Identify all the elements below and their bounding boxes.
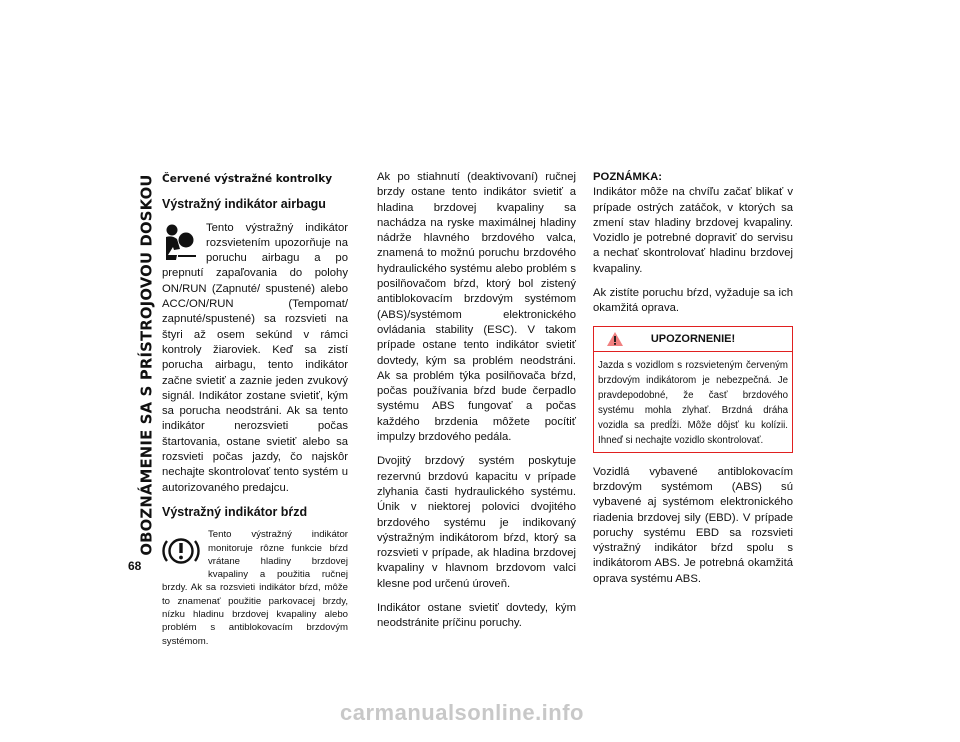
column-2 bbox=[377, 170, 576, 641]
brake-text: Tento výstražný indikátor monitoruje rôzne funkcie bŕzd vrátane hladiny brzdovej kvapaliny a použitia ručnej brzdy. Ak sa rozsvieti indikátor bŕzd, môže to znamenať použitie parkovacej brzdy, nízku hladinu brzdovej kvapaliny alebo problém s antiblokovacím brzdovým systémom. bbox=[162, 529, 348, 647]
column-1 bbox=[162, 170, 348, 657]
section-heading: Červené výstražné kontrolky bbox=[162, 173, 333, 185]
paragraph: Indikátor ostane svietiť dovtedy, kým neodstránite príčinu poruchy. bbox=[377, 602, 576, 630]
warning-title: UPOZORNENIE! bbox=[650, 332, 736, 345]
paragraph: Ak zistíte poruchu bŕzd, vyžaduje sa ich okamžitá oprava. bbox=[593, 287, 793, 315]
side-chapter-title bbox=[132, 175, 162, 555]
brake-warning-icon bbox=[162, 534, 200, 568]
paragraph: Vozidlá vybavené antiblokovacím brzdovým systémom (ABS) sú vybavené aj systémom elektronického riadenia brzdovej sily (EBD). V prípade poruchy systému EBD sa rozsvieti výstražný indikátor bŕzd spolu s indikátorom ABS. Je potrebná okamžitá oprava systému ABS. bbox=[593, 465, 793, 585]
page-number: 68 bbox=[128, 559, 142, 573]
brake-heading: Výstražný indikátor bŕzd bbox=[162, 504, 308, 519]
airbag-icon bbox=[162, 223, 198, 263]
note-title: POZNÁMKA: bbox=[593, 171, 663, 183]
warning-box bbox=[593, 326, 793, 453]
airbag-heading: Výstražný indikátor airbagu bbox=[162, 197, 326, 212]
note-text: Indikátor môže na chvíľu začať blikať v prípade ostrých zatáčok, v ktorých sa zmení stav hladiny brzdovej kvapaliny. Vozidlo je potrebné dopraviť do servisu a nechať skontrolovať hladinu brzdovej kvapaliny. bbox=[593, 186, 793, 275]
warning-header bbox=[594, 327, 792, 352]
warning-text: Jazda s vozidlom s rozsvieteným červeným brzdovým indikátorom je nebezpečná. Je pravdepodobné, že časť brzdového systému mohla zlyhať. Brzdná dráha vozidla sa predĺži. Môže dôjsť ku kolízii. Ihneď si nechajte vozidlo skontrolovať. bbox=[598, 359, 788, 446]
airbag-text: Tento výstražný indikátor rozsvietením upozorňuje na poruchu airbagu a po prepnutí zapaľovania do polohy ON/RUN (Zapnuté/ spustené) alebo ACC/ON/RUN (Tempomat/ zapnuté/spustené) sa rozsvieti na štyri až osem sekúnd v rámci kontroly žiaroviek. Keď sa zistí porucha airbagu, tento indikátor začne svietiť a zaznie jeden zvukový signál. Indikátor zostane svietiť, kým sa porucha neodstráni. Ak sa tento indikátor nerozsvieti počas štartovania, ostane svietiť alebo sa rozsvieti počas jazdy, čo najskôr nechajte skontrolovať tento systém u autorizovaného predajcu. bbox=[162, 221, 348, 494]
paragraph: Ak po stiahnutí (deaktivovaní) ručnej brzdy ostane tento indikátor svietiť a hladina brzdovej kvapaliny sa nachádza na ryske maximálnej hladiny nádrže hlavného brzdového valca, znamená to možnú poruchu brzdového hydraulického systému alebo problém s posilňovačom bŕzd, ktorý bol zistený antiblokovacím brzdovým systémom (ABS)/systémom elektronického ovládania stability (ESC). V takom prípade ostane tento indikátor svietiť dovtedy, kým sa problém neodstráni. Ak sa problém týka posilňovača bŕzd, počas používania bŕzd bude čerpadlo systému ABS fungovať a počas každého brzdenia môžete pocítiť impulzy brzdového pedála. bbox=[377, 171, 576, 444]
side-chapter-title-text: OBOZNÁMENIE SA S PRÍSTROJOVOU DOSKOU bbox=[138, 174, 156, 556]
paragraph: Dvojitý brzdový systém poskytuje rezervnú brzdovú kapacitu v prípade zlyhania časti hydraulického systému. Únik v niektorej polovici dvojitého brzdového systému je indikovaný výstražným indikátorom bŕzd, ktorý sa rozsvieti v prípade, ak hladina brzdovej kvapaliny v hlavnom brzdovom valci klesne pod určenú úroveň. bbox=[377, 455, 576, 590]
column-3 bbox=[593, 170, 793, 596]
watermark: carmanualsonline.info bbox=[340, 700, 584, 725]
